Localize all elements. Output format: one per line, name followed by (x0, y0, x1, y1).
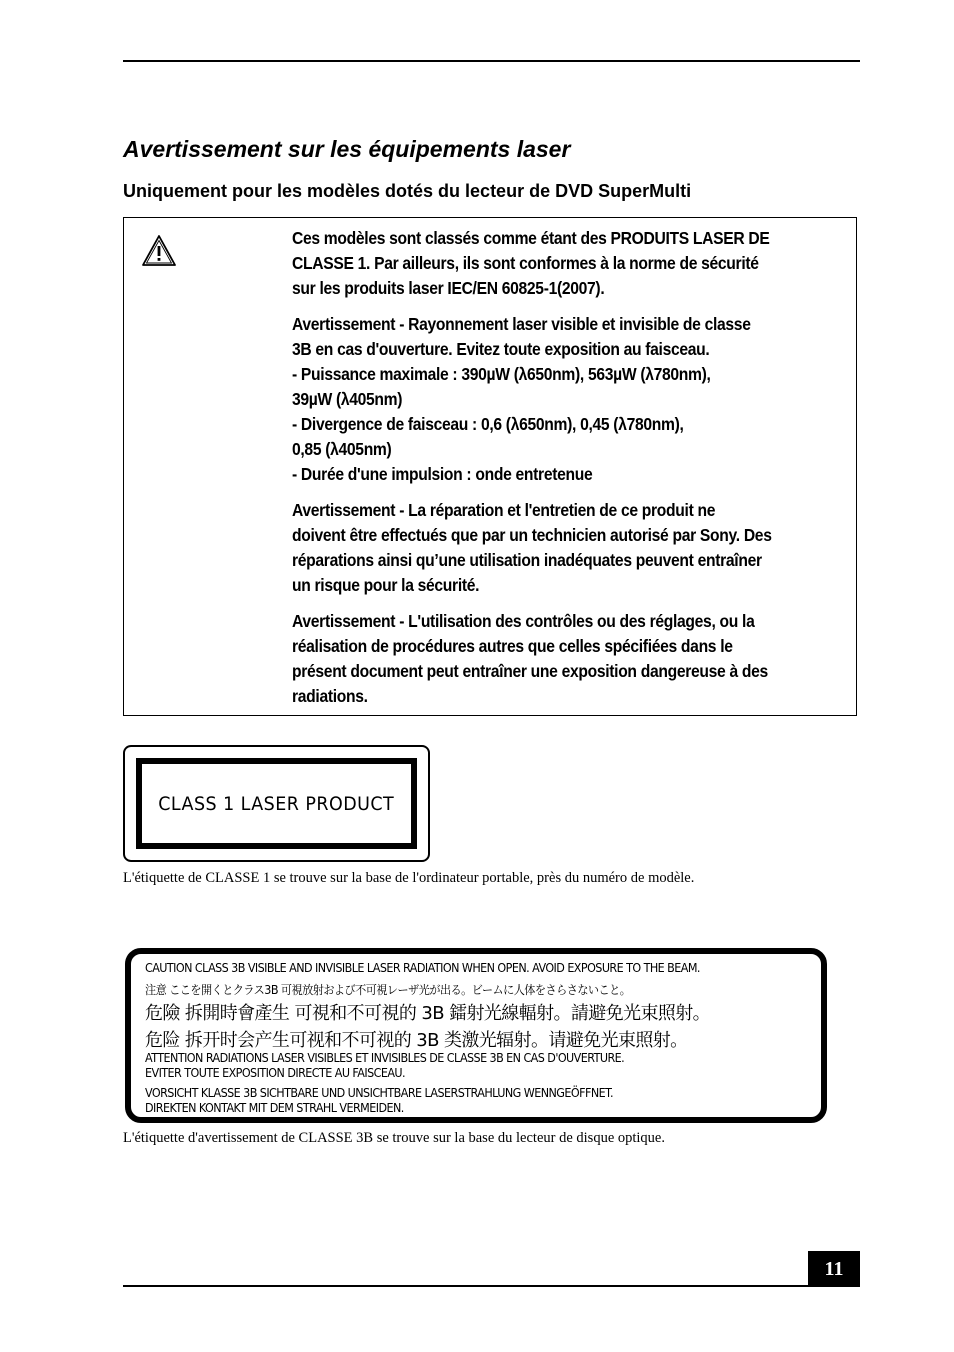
warning-paragraph-controls: Avertissement - L'utilisation des contrôles ou des réglages, ou la réalisation de procédures autres que celles spécifiées dans le présent document peut entraîner une exposition dangereuse à des radiations. (292, 611, 768, 706)
laser-warning-box (123, 217, 857, 716)
top-rule (123, 60, 860, 62)
warning-triangle-icon (141, 234, 177, 268)
label-line-english: CAUTION CLASS 3B VISIBLE AND INVISIBLE LASER RADIATION WHEN OPEN. AVOID EXPOSURE TO THE BEAM. (145, 961, 700, 975)
bottom-rule (123, 1285, 860, 1287)
warning-paragraph-classification: Ces modèles sont classés comme étant des PRODUITS LASER DE CLASSE 1. Par ailleurs, ils sont conformes à la norme de sécurité sur les produits laser IEC/EN 60825-1(2007). (292, 228, 770, 298)
label-line-french-1: ATTENTION RADIATIONS LASER VISIBLES ET INVISIBLES DE CLASSE 3B EN CAS D'OUVERTURE. (145, 1051, 625, 1065)
label-line-japanese: 注意 ここを開くとクラス3B 可視放射および不可視レーザ光が出る。ビームに人体をさらさないこと。 (145, 983, 631, 997)
class1-laser-label (123, 745, 430, 862)
class1-caption: L'étiquette de CLASSE 1 se trouve sur la base de l'ordinateur portable, près du numéro de modèle. (123, 870, 695, 886)
class3b-warning-label (125, 948, 827, 1123)
warning-paragraph-repair: Avertissement - La réparation et l'entretien de ce produit ne doivent être effectués que par un technicien autorisé par Sony. Des réparations ainsi qu’une utilisation inadéquates peuvent entraîner un risque pour la sécurité. (292, 500, 772, 595)
section-subheading: Uniquement pour les modèles dotés du lecteur de DVD SuperMulti (123, 181, 692, 201)
warning-paragraph-radiation: Avertissement - Rayonnement laser visible et invisible de classe 3B en cas d'ouverture. Evitez toute exposition au faisceau. - Puissance maximale : 390µW (λ650nm), 563µW (λ780nm), 39µW (λ405nm) - Divergence de faisceau : 0,6 (λ650nm), 0,45 (λ780nm), 0,85 (λ405nm) - Durée d'une impulsion : onde entretenue (292, 314, 751, 484)
class1-label-frame (136, 758, 417, 849)
warning-text (292, 226, 852, 720)
label-line-french-2: EVITER TOUTE EXPOSITION DIRECTE AU FAISCEAU. (145, 1066, 406, 1080)
section-heading: Avertissement sur les équipements laser (123, 136, 571, 162)
class3b-caption: L'étiquette d'avertissement de CLASSE 3B se trouve sur la base du lecteur de disque optique. (123, 1130, 665, 1146)
class1-label-text: CLASS 1 LASER PRODUCT (158, 792, 395, 815)
label-line-german-1: VORSICHT KLASSE 3B SICHTBARE UND UNSICHTBARE LASERSTRAHLUNG WENNGEÖFFNET. (145, 1086, 614, 1100)
label-line-german-2: DIREKTEN KONTAKT MIT DEM STRAHL VERMEIDEN. (145, 1101, 404, 1115)
label-line-traditional-chinese: 危險 拆開時會產生 可視和不可視的 3B 鐳射光線輻射。請避免光束照射。 (145, 1003, 711, 1024)
label-line-simplified-chinese: 危险 拆开时会产生可视和不可视的 3B 类激光辐射。请避免光束照射。 (145, 1030, 688, 1051)
page-number: 11 (808, 1251, 860, 1287)
